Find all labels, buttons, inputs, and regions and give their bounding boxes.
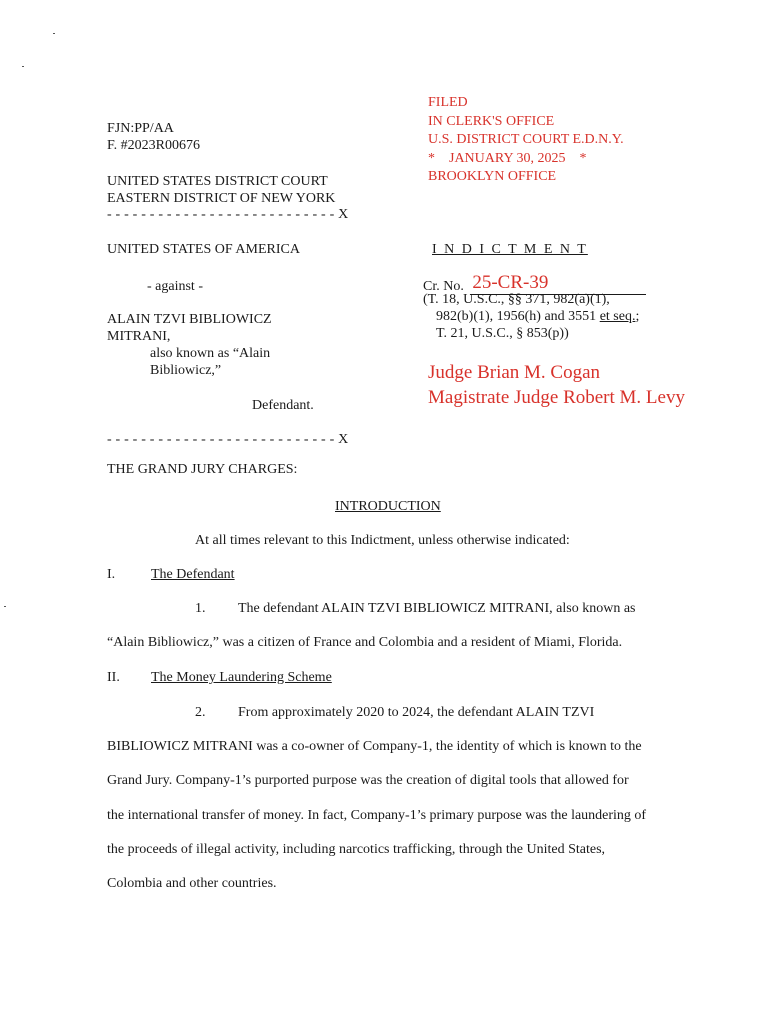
paragraph-number: 1.	[195, 601, 206, 616]
filed-stamp	[428, 94, 624, 187]
statute-citation-cont	[436, 309, 639, 325]
statute-citation-text: 982(b)(1), 1956(h) and 3551	[436, 309, 600, 324]
section-number: I.	[107, 567, 116, 582]
paragraph-text: BIBLIOWICZ MITRANI was a co-owner of Company-1, the identity of which is known to the	[107, 739, 642, 754]
statute-citation: (T. 18, U.S.C., §§ 371, 982(a)(1),	[423, 292, 610, 307]
assigned-judge: Judge Brian M. Cogan	[428, 362, 601, 383]
paragraph-number: 2.	[195, 705, 206, 720]
paragraph-text: the international transfer of money. In fact, Company-1’s primary purpose was the laundering of	[107, 808, 647, 823]
defendant-role: Defendant.	[252, 398, 314, 413]
caption-separator-top: - - - - - - - - - - - - - - - - - - - - - - - - - - - X	[107, 207, 349, 222]
statute-et-seq: et seq.	[599, 309, 636, 324]
section-number: II.	[107, 670, 120, 685]
paragraph-text: From approximately 2020 to 2024, the defendant ALAIN TZVI	[238, 705, 595, 720]
case-number-label: Cr. No.	[423, 279, 464, 294]
court-district: EASTERN DISTRICT OF NEW YORK	[107, 191, 336, 206]
caption-separator-bottom: - - - - - - - - - - - - - - - - - - - - - - - - - - - X	[107, 432, 349, 447]
section-title-money-laundering: The Money Laundering Scheme	[151, 670, 332, 685]
paragraph-text: “Alain Bibliowicz,” was a citizen of France and Colombia and a resident of Miami, Florida.	[107, 635, 623, 650]
statute-semicolon: ;	[635, 309, 640, 324]
filed-stamp-line: U.S. DISTRICT COURT E.D.N.Y.	[428, 132, 624, 147]
aka-label: also known as “Alain	[150, 346, 271, 361]
section-title-defendant: The Defendant	[151, 567, 235, 582]
statute-citation-end: T. 21, U.S.C., § 853(p))	[436, 326, 569, 341]
grand-jury-charges: THE GRAND JURY CHARGES:	[107, 462, 298, 477]
defendant-name-cont: MITRANI,	[107, 329, 171, 344]
paragraph-text: Grand Jury. Company-1’s purported purpose was the creation of digital tools that allowed for	[107, 773, 629, 788]
court-name: UNITED STATES DISTRICT COURT	[107, 174, 328, 189]
file-number: F. #2023R00676	[107, 138, 201, 153]
paragraph-text: Colombia and other countries.	[107, 876, 277, 891]
against-label: - against -	[147, 279, 203, 294]
introduction-text: At all times relevant to this Indictment, unless otherwise indicated:	[195, 533, 570, 548]
defendant-name: ALAIN TZVI BIBLIOWICZ	[107, 312, 272, 327]
scan-speck	[22, 66, 24, 67]
filed-stamp-line: BROOKLYN OFFICE	[428, 169, 557, 184]
case-number-handwritten: 25-CR-39	[472, 272, 549, 293]
indictment-heading: I N D I C T M E N T	[432, 242, 588, 257]
introduction-heading: INTRODUCTION	[335, 499, 441, 514]
plaintiff-name: UNITED STATES OF AMERICA	[107, 242, 300, 257]
scan-speck	[4, 606, 6, 607]
file-reference: FJN:PP/AA	[107, 121, 174, 136]
scan-speck	[53, 33, 55, 34]
filed-stamp-date: * JANUARY 30, 2025 *	[428, 150, 587, 166]
paragraph-text: The defendant ALAIN TZVI BIBLIOWICZ MITRANI, also known as	[238, 601, 636, 616]
filed-stamp-line: FILED	[428, 95, 468, 110]
filed-stamp-line: IN CLERK'S OFFICE	[428, 113, 555, 129]
assigned-magistrate: Magistrate Judge Robert M. Levy	[428, 387, 685, 408]
aka-name: Bibliowicz,”	[150, 363, 222, 378]
paragraph-text: the proceeds of illegal activity, including narcotics trafficking, through the United States,	[107, 842, 606, 857]
